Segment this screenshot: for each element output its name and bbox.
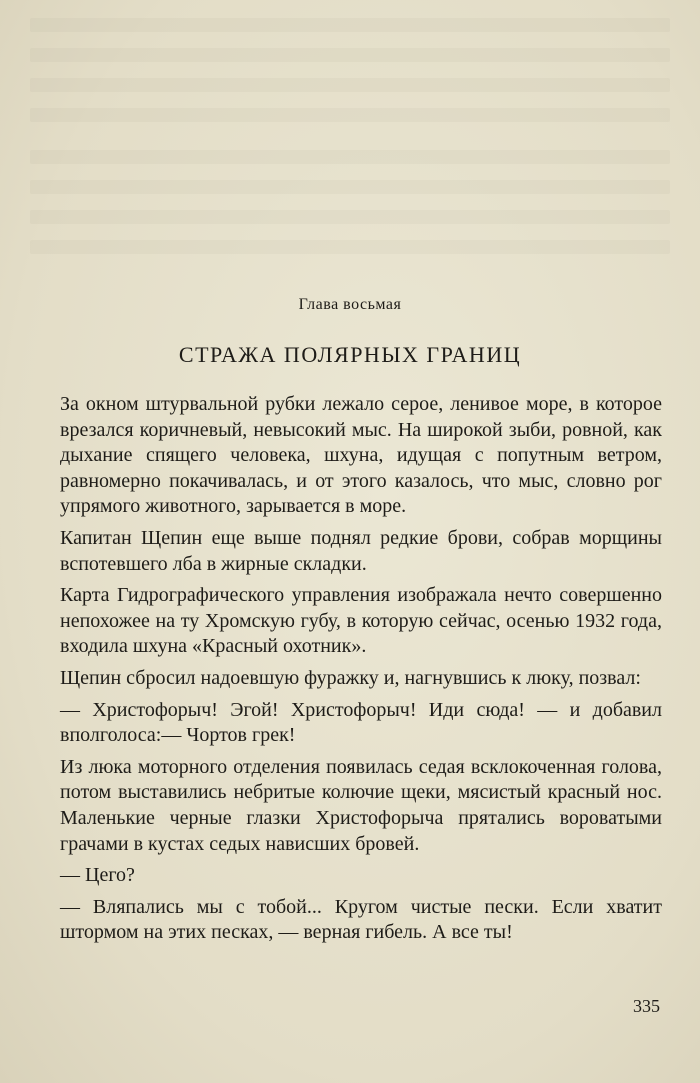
paragraph: Карта Гидрографического управления изображала нечто совершенно непохожее на ту Хромскую губу, в которую сейчас, осенью 1932 года, входила шхуна «Красный охотник». — [60, 584, 662, 658]
paragraph: — Цего? — [60, 864, 135, 887]
bleed-through-line — [30, 18, 670, 32]
chapter-title: СТРАЖА ПОЛЯРНЫХ ГРАНИЦ — [178, 342, 522, 367]
body-text — [60, 392, 662, 952]
bleed-through-line — [30, 210, 670, 224]
chapter-label: Глава восьмая — [298, 296, 402, 313]
bleed-through-line — [30, 240, 670, 254]
paragraph: Капитан Щепин еще выше поднял редкие брови, собрав морщины вспотевшего лба в жирные складки. — [60, 526, 662, 575]
paragraph: За окном штурвальной рубки лежало серое, ленивое море, в которое врезался коричневый, невысокий мыс. На широкой зыби, ровной, как дыхание спящего человека, шхуна, идущая с попутным ветром, равномерно покачивалась, и от этого казалось, что мыс, словно рог упрямого животного, зарывается в море. — [60, 393, 662, 518]
bleed-through-line — [30, 48, 670, 62]
bleed-through-line — [30, 150, 670, 164]
paragraph: Из люка моторного отделения появилась седая всклокоченная голова, потом выставились небритые колючие щеки, мясистый красный нос. Маленькие черные глазки Христофорыча прятались вороватыми грачами в кустах седых нависших бровей. — [60, 755, 662, 855]
paragraph: — Вляпались мы с тобой... Кругом чистые пески. Если хватит штормом на этих песках, — верная гибель. А все ты! — [60, 895, 662, 944]
paragraph: — Христофорыч! Эгой! Христофорыч! Иди сюда! — и добавил вполголоса:— Чортов грек! — [60, 698, 662, 747]
paragraph: Щепин сбросил надоевшую фуражку и, нагнувшись к люку, позвал: — [60, 666, 641, 689]
bleed-through-line — [30, 78, 670, 92]
page-number: 335 — [633, 996, 660, 1016]
bleed-through-line — [30, 180, 670, 194]
bleed-through-line — [30, 108, 670, 122]
